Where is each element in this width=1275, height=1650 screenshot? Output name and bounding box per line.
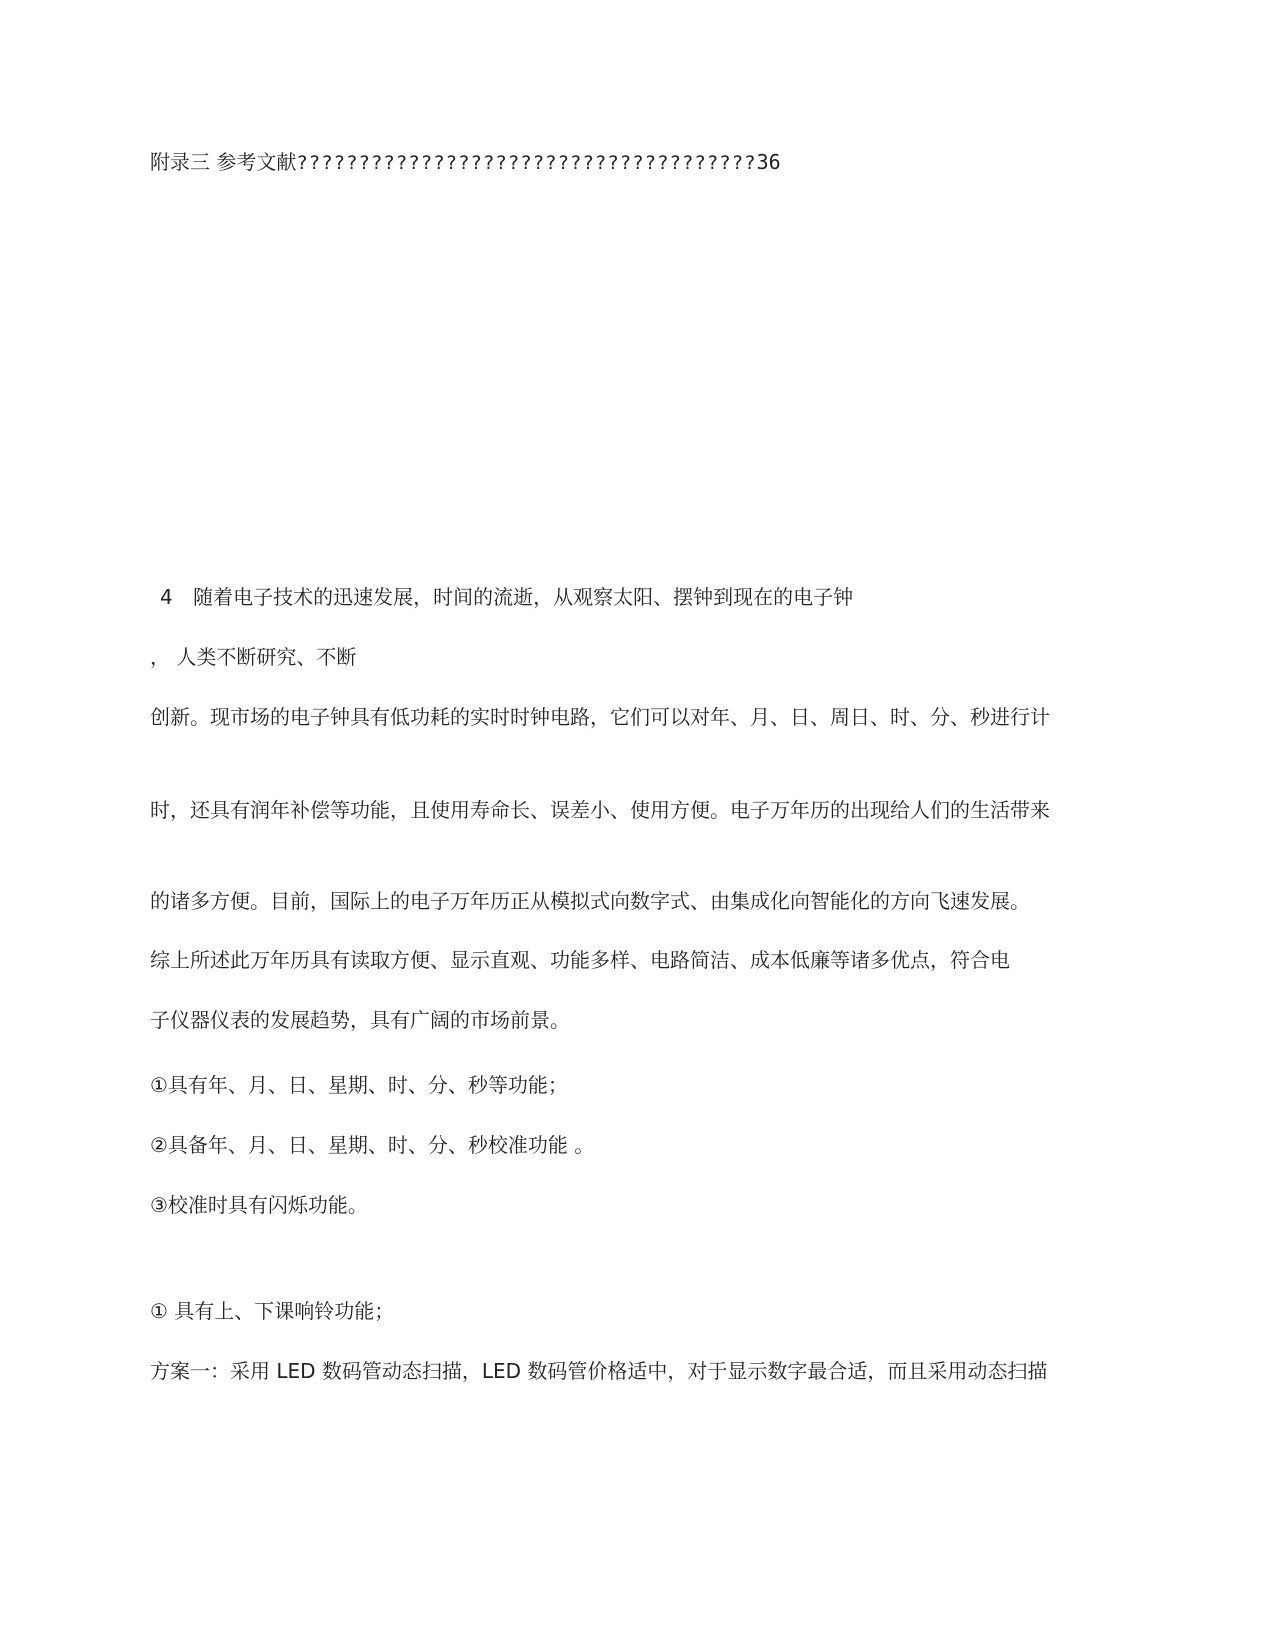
- intro-line-5: 的诸多方便。目前，国际上的电子万年历正从模拟式向数字式、由集成化向智能化的方向飞速发展。: [150, 889, 1030, 913]
- extra-feature-item: ① 具有上、下课响铃功能；: [150, 1299, 395, 1323]
- scheme-one-text: 方案一：采用 LED 数码管动态扫描，LED 数码管价格适中，对于显示数字最合适，而且采用动态扫描: [150, 1359, 1048, 1383]
- toc-page-number: 36: [756, 150, 781, 174]
- toc-entry: [150, 145, 781, 180]
- intro-line-6: 综上所述此万年历具有读取方便、显示直观、功能多样、电路简洁、成本低廉等诸多优点，符合电: [150, 948, 1010, 972]
- paragraph-text: 随着电子技术的迅速发展，时间的流逝，从观察太阳、摆钟到现在的电子钟: [193, 585, 854, 609]
- feature-item-1: ①具有年、月、日、星期、时、分、秒等功能；: [150, 1073, 568, 1097]
- page-marker: 4: [160, 585, 173, 609]
- intro-line-1: [160, 580, 853, 614]
- intro-line-7: 子仪器仪表的发展趋势，具有广阔的市场前景。: [150, 1008, 570, 1032]
- toc-label: 附录三 参考文献: [150, 150, 297, 174]
- feature-item-2: ②具备年、月、日、星期、时、分、秒校准功能 。: [150, 1133, 595, 1157]
- intro-line-2: ， 人类不断研究、不断: [150, 645, 357, 669]
- toc-leader-dots: ?????????????????????????????????????: [296, 152, 757, 174]
- intro-line-3: 创新。现市场的电子钟具有低功耗的实时时钟电路，它们可以对年、月、日、周日、时、分、秒进行计: [150, 705, 1050, 729]
- intro-line-4: 时，还具有润年补偿等功能，且使用寿命长、误差小、使用方便。电子万年历的出现给人们的生活带来: [150, 798, 1050, 822]
- feature-item-3: ③校准时具有闪烁功能。: [150, 1193, 368, 1217]
